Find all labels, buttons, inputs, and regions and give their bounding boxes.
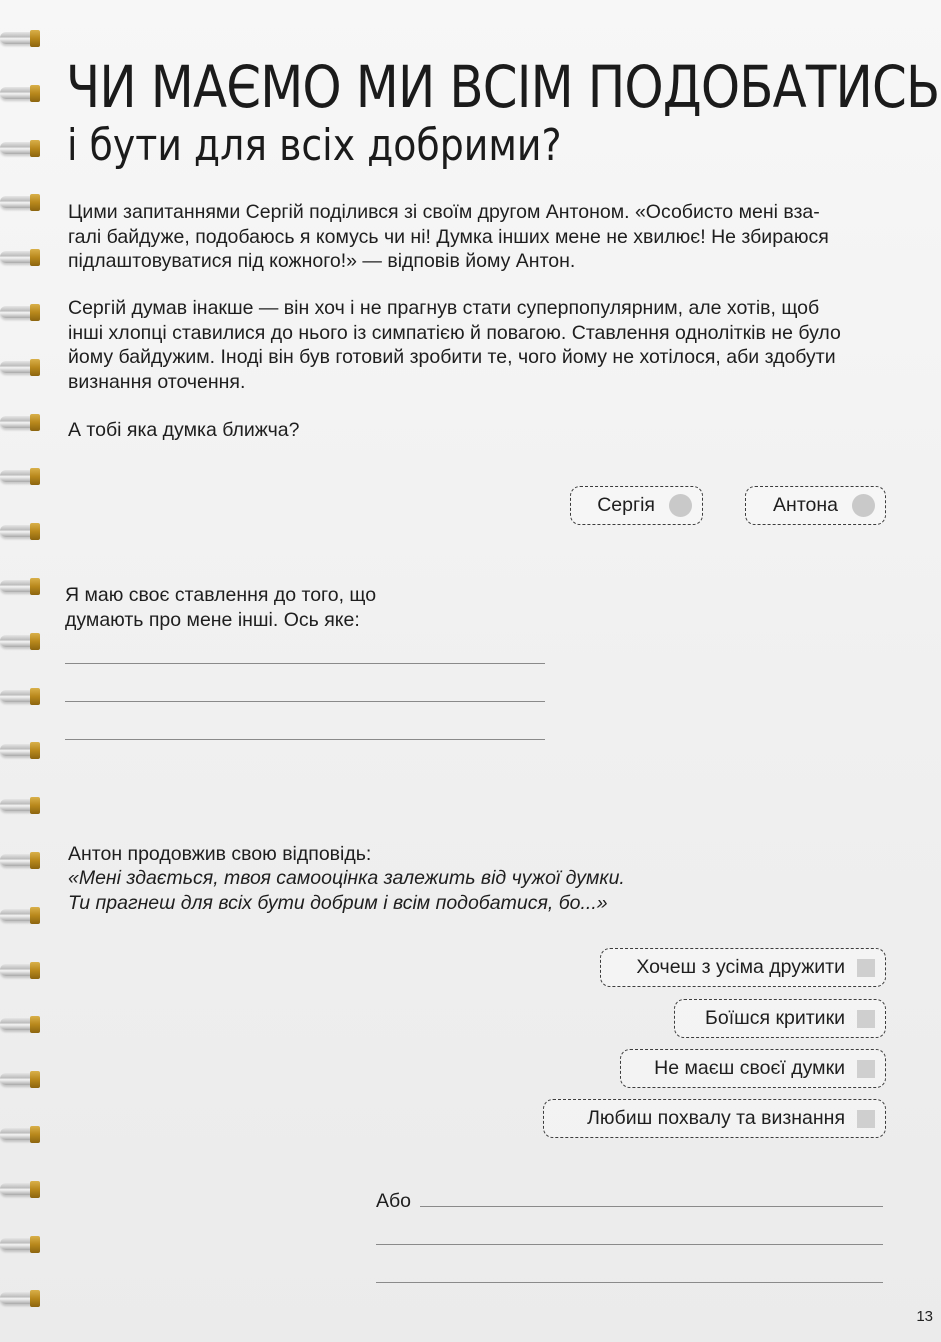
spiral-ring <box>0 1124 46 1146</box>
ring-hole <box>30 249 40 266</box>
spiral-ring <box>0 1234 46 1256</box>
ring-hole <box>30 742 40 759</box>
ring-hole <box>30 907 40 924</box>
ring-hole <box>30 1071 40 1088</box>
spiral-ring <box>0 412 46 434</box>
checkbox-square-icon[interactable] <box>857 1010 875 1028</box>
spiral-ring <box>0 1014 46 1036</box>
page-subtitle: і бути для всіх добрими? <box>67 120 562 171</box>
choice-anton-label: Антона <box>773 494 838 516</box>
ring-hole <box>30 852 40 869</box>
attitude-prompt <box>65 583 905 632</box>
reason-option-no-opinion[interactable] <box>620 1049 886 1088</box>
ring-hole <box>30 359 40 376</box>
text-line: Ти прагнеш для всіх бути добрим і всім подобатися, бо...» <box>68 891 608 914</box>
opinion-question: А тобі яка думка ближча? <box>68 419 300 441</box>
reason-option-praise[interactable] <box>543 1099 886 1138</box>
answer-line-1[interactable] <box>65 663 545 664</box>
spiral-ring <box>0 631 46 653</box>
ring-hole <box>30 1016 40 1033</box>
spiral-ring <box>0 576 46 598</box>
text-line: визнання оточення. <box>68 370 246 393</box>
choice-anton[interactable] <box>745 486 886 525</box>
spiral-ring <box>0 302 46 324</box>
ring-hole <box>30 962 40 979</box>
intro-paragraph-2 <box>68 296 908 394</box>
spiral-ring <box>0 247 46 269</box>
answer-line-3[interactable] <box>65 739 545 740</box>
text-line: думають про мене інші. Ось яке: <box>65 608 360 631</box>
text-line: інші хлопці ставилися до нього із симпатією й повагою. Ставлення однолітків не було <box>68 321 841 344</box>
ring-hole <box>30 633 40 650</box>
ring-hole <box>30 304 40 321</box>
spiral-ring <box>0 1069 46 1091</box>
other-answer-line-3[interactable] <box>376 1282 883 1283</box>
ring-hole <box>30 578 40 595</box>
ring-hole <box>30 85 40 102</box>
other-answer-line-2[interactable] <box>376 1244 883 1245</box>
ring-hole <box>30 414 40 431</box>
ring-hole <box>30 523 40 540</box>
anton-quote <box>68 866 908 915</box>
spiral-ring <box>0 83 46 105</box>
text-line: Я маю своє ставлення до того, що <box>65 584 377 606</box>
choice-sergiy-label: Сергія <box>597 494 655 516</box>
text-line: Сергій думав інакше — він хоч і не прагнув стати суперпопулярним, але хотів, щоб <box>68 297 820 319</box>
reason-option-label: Не маєш своєї думки <box>654 1057 845 1079</box>
ring-hole <box>30 194 40 211</box>
other-answer-line-1[interactable] <box>420 1206 883 1207</box>
spiral-ring <box>0 466 46 488</box>
spiral-ring <box>0 138 46 160</box>
ring-hole <box>30 468 40 485</box>
text-line: йому байдужим. Іноді він був готовий зробити те, чого йому не хотілося, аби здобути <box>68 346 836 368</box>
ring-hole <box>30 688 40 705</box>
ring-hole <box>30 140 40 157</box>
spiral-ring <box>0 28 46 50</box>
checkbox-square-icon[interactable] <box>857 1110 875 1128</box>
page-number: 13 <box>916 1308 933 1325</box>
spiral-ring <box>0 1288 46 1310</box>
text-line: Цими запитаннями Сергій поділився зі своїм другом Антоном. «Особисто мені вза- <box>68 201 820 223</box>
text-line: «Мені здається, твоя самооцінка залежить від чужої думки. <box>68 867 625 889</box>
spiral-binding <box>0 0 50 1342</box>
spiral-ring <box>0 740 46 762</box>
spiral-ring <box>0 686 46 708</box>
radio-circle-icon[interactable] <box>852 494 875 517</box>
reason-option-label: Любиш похвалу та визнання <box>587 1107 845 1129</box>
page-title: ЧИ МАЄМО МИ ВСІМ ПОДОБАТИСЬ <box>66 53 940 121</box>
checkbox-square-icon[interactable] <box>857 959 875 977</box>
spiral-ring <box>0 850 46 872</box>
other-label: Або <box>376 1190 412 1212</box>
answer-line-2[interactable] <box>65 701 545 702</box>
reason-option-label: Боїшся критики <box>705 1007 845 1029</box>
reason-option-label: Хочеш з усіма дружити <box>636 956 845 978</box>
ring-hole <box>30 1181 40 1198</box>
spiral-ring <box>0 905 46 927</box>
ring-hole <box>30 1236 40 1253</box>
ring-hole <box>30 1290 40 1307</box>
spiral-ring <box>0 192 46 214</box>
ring-hole <box>30 1126 40 1143</box>
spiral-ring <box>0 960 46 982</box>
anton-lead: Антон продовжив свою відповідь: <box>68 843 372 865</box>
text-line: галі байдуже, подобаюсь я комусь чи ні! Думка інших мене не хвилює! Не збираюся <box>68 225 829 248</box>
spiral-ring <box>0 795 46 817</box>
checkbox-square-icon[interactable] <box>857 1060 875 1078</box>
choice-sergiy[interactable] <box>570 486 703 525</box>
radio-circle-icon[interactable] <box>669 494 692 517</box>
reason-option-friends[interactable] <box>600 948 886 987</box>
intro-paragraph-1 <box>68 200 908 274</box>
spiral-ring <box>0 521 46 543</box>
spiral-ring <box>0 357 46 379</box>
reason-option-criticism[interactable] <box>674 999 886 1038</box>
ring-hole <box>30 797 40 814</box>
spiral-ring <box>0 1179 46 1201</box>
ring-hole <box>30 30 40 47</box>
text-line: підлаштовуватися під кожного!» — відповів йому Антон. <box>68 250 576 272</box>
